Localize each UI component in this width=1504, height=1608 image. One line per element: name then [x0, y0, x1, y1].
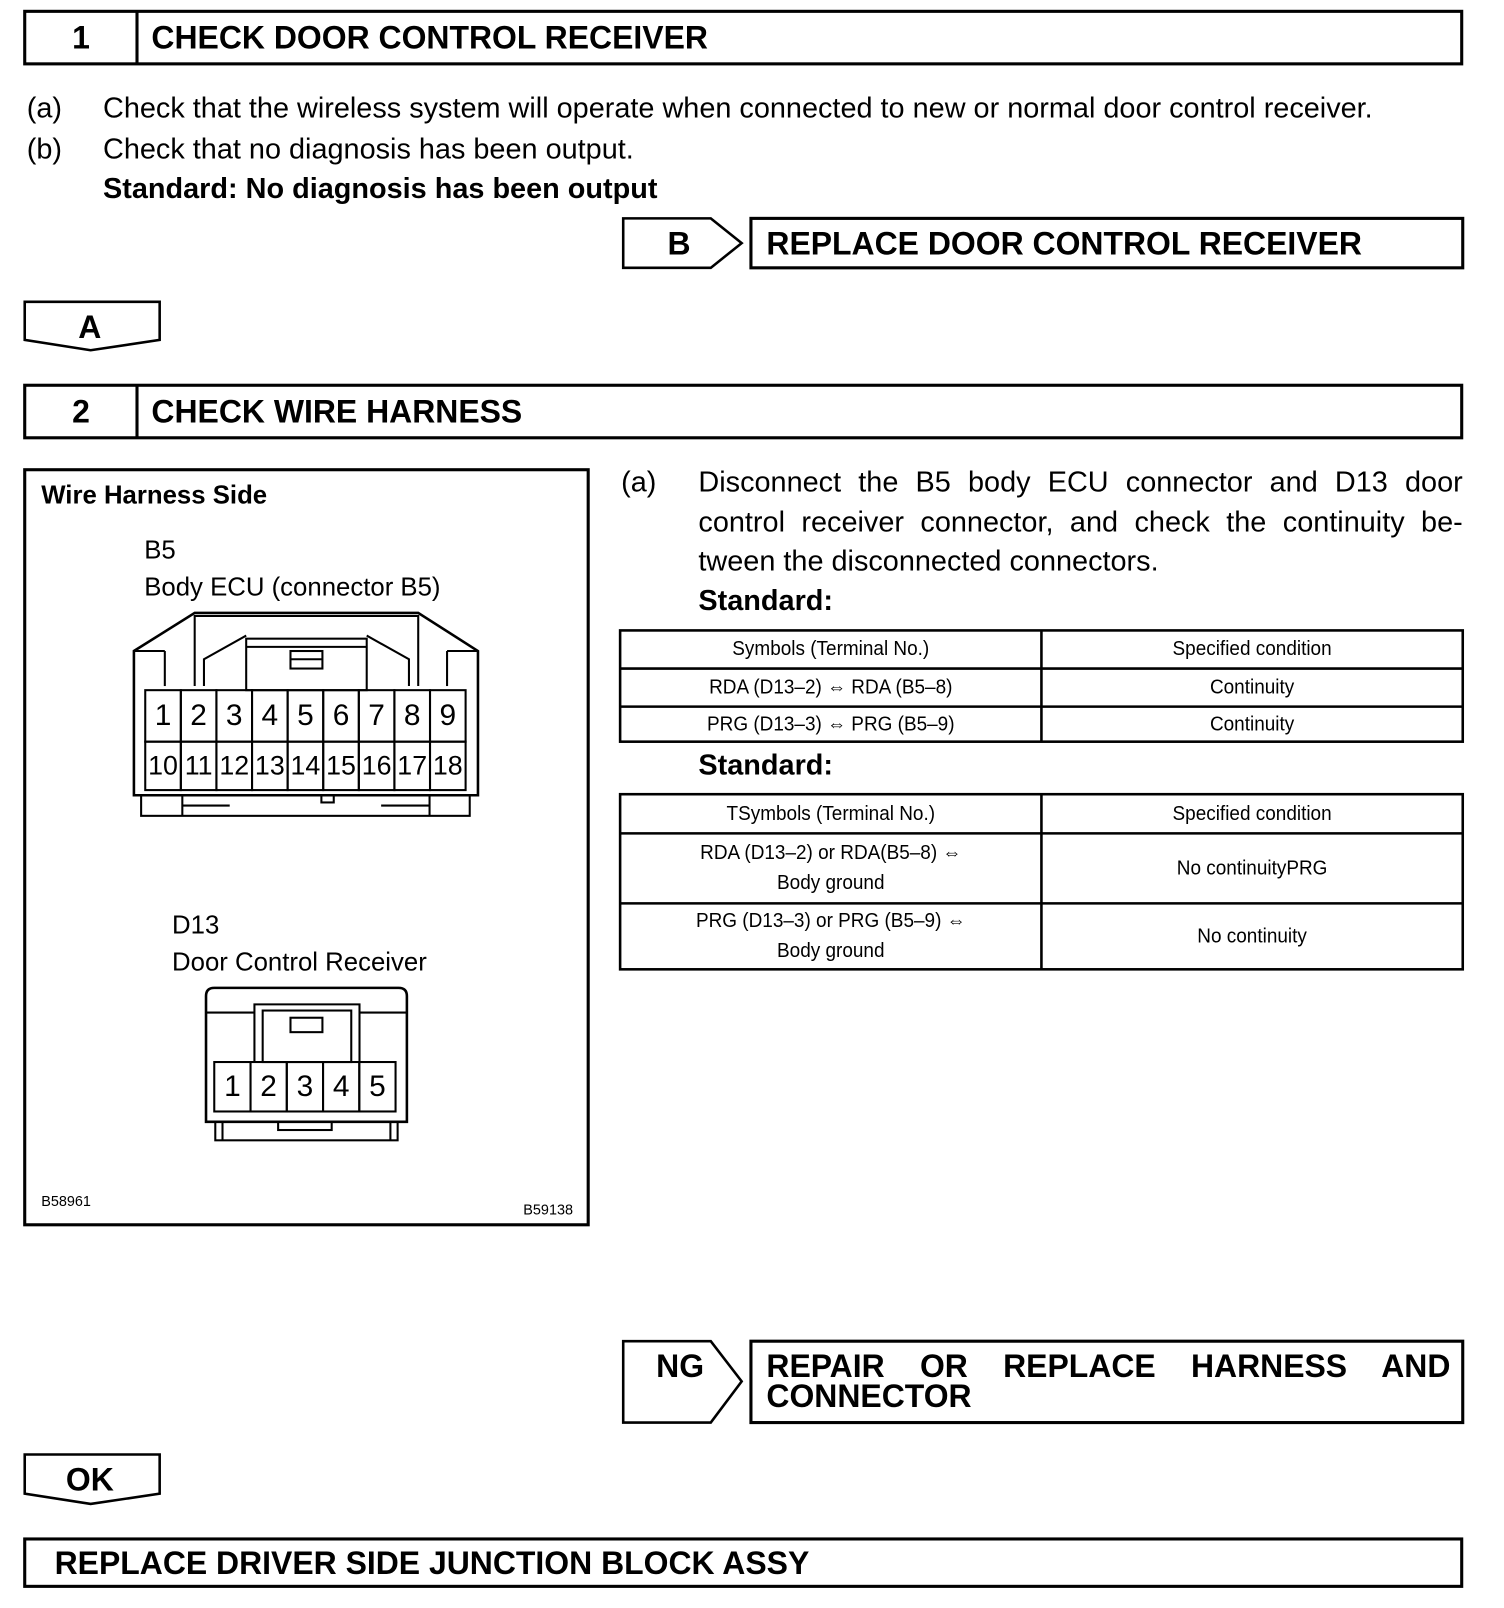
step2-number: 2 [72, 393, 90, 430]
step2-item-a-line3: tween the disconnected connectors. [698, 544, 1159, 577]
figure-ref-right: B59138 [523, 1201, 574, 1218]
d13-code: D13 [172, 910, 220, 940]
step2-title: CHECK WIRE HARNESS [151, 393, 523, 430]
pin-number: 13 [254, 749, 285, 781]
b5-name: Body ECU (connector B5) [144, 572, 441, 602]
pin-number: 11 [184, 749, 213, 781]
step1-item-a-text: Check that the wireless system will operate when connected to new or normal door control receiver. [103, 91, 1373, 124]
pin-number: 18 [432, 749, 463, 781]
pin-number: 5 [369, 1069, 386, 1103]
table2-row1-symbols-line1: RDA (D13–2) or RDA(B5–8) ⇔ [700, 841, 962, 865]
branch-b-label: B [667, 225, 691, 262]
standard1-label: Standard: [698, 584, 834, 616]
table2-row2-symbols-line1: PRG (D13–3) or PRG (B5–9) ⇔ [695, 909, 966, 933]
table1-row2-condition: Continuity [1209, 712, 1295, 735]
table2-header-condition: Specified condition [1172, 801, 1332, 825]
pin-number: 5 [297, 698, 314, 732]
step1-item-b-text: Check that no diagnosis has been output. [103, 132, 634, 165]
final-action-title: REPLACE DRIVER SIDE JUNCTION BLOCK ASSY [54, 1545, 810, 1582]
pin-number: 1 [224, 1069, 241, 1103]
pin-number: 3 [296, 1069, 314, 1103]
pin-number: 10 [148, 749, 178, 781]
branch-ok-label: OK [65, 1461, 114, 1498]
table2-row2-symbols-line2: Body ground [777, 939, 885, 963]
table2-row1-symbols-line2: Body ground [777, 871, 885, 895]
branch-ng-action-line2: CONNECTOR [766, 1378, 972, 1415]
table2-row2-symbols [637, 903, 1025, 969]
pin-number: 6 [332, 698, 350, 732]
pin-number: 2 [190, 698, 207, 732]
figure-ref-left: B58961 [41, 1192, 91, 1210]
branch-ng-action-line1: REPAIR OR REPLACE HARNESS AND [766, 1348, 1451, 1385]
step1-number: 1 [72, 19, 90, 56]
b5-code: B5 [144, 535, 176, 565]
d13-name: Door Control Receiver [172, 947, 427, 977]
diagram-title: Wire Harness Side [41, 481, 268, 510]
pin-number: 4 [332, 1069, 350, 1103]
table2-row1-symbols [637, 833, 1025, 903]
pin-number: 9 [439, 698, 457, 732]
step1-title: CHECK DOOR CONTROL RECEIVER [151, 19, 708, 56]
pin-number: 7 [368, 698, 385, 732]
branch-b-action: REPLACE DOOR CONTROL RECEIVER [766, 225, 1362, 262]
table2-row2-condition: No continuity [1197, 924, 1307, 948]
step1-item-a-marker: (a) [26, 91, 63, 124]
table2-header-symbols: TSymbols (Terminal No.) [726, 801, 936, 825]
branch-a-label: A [78, 309, 102, 346]
table1-row1-condition: Continuity [1209, 675, 1295, 699]
branch-ng-label: NG [656, 1348, 705, 1385]
pin-number: 15 [326, 749, 356, 781]
table1-header-symbols: Symbols (Terminal No.) [732, 637, 930, 661]
step1-item-b-marker: (b) [26, 132, 63, 165]
step2-item-a-line2: control receiver connector, and check the continuity be- [698, 505, 1463, 538]
pin-number: 4 [261, 698, 279, 732]
table1-header-condition: Specified condition [1172, 637, 1332, 661]
pin-number: 3 [225, 698, 243, 732]
pin-number: 12 [219, 749, 250, 781]
table1-row1-symbols: RDA (D13–2) ⇔ RDA (B5–8) [709, 675, 953, 699]
pin-number: 1 [154, 698, 172, 732]
pin-number: 14 [290, 749, 321, 781]
step2-item-a-line1: Disconnect the B5 body ECU connector and D13 door [698, 465, 1463, 498]
step1-standard: Standard: No diagnosis has been output [103, 172, 658, 204]
pin-number: 8 [403, 698, 421, 732]
standard2-label: Standard: [698, 748, 834, 781]
pin-number: 2 [260, 1069, 277, 1103]
table1-row2-symbols: PRG (D13–3) ⇔ PRG (B5–9) [706, 712, 955, 735]
pin-number: 17 [397, 749, 428, 781]
step2-item-a-marker: (a) [621, 465, 657, 498]
table2-row1-condition: No continuityPRG [1176, 856, 1328, 880]
pin-number: 16 [361, 749, 392, 781]
